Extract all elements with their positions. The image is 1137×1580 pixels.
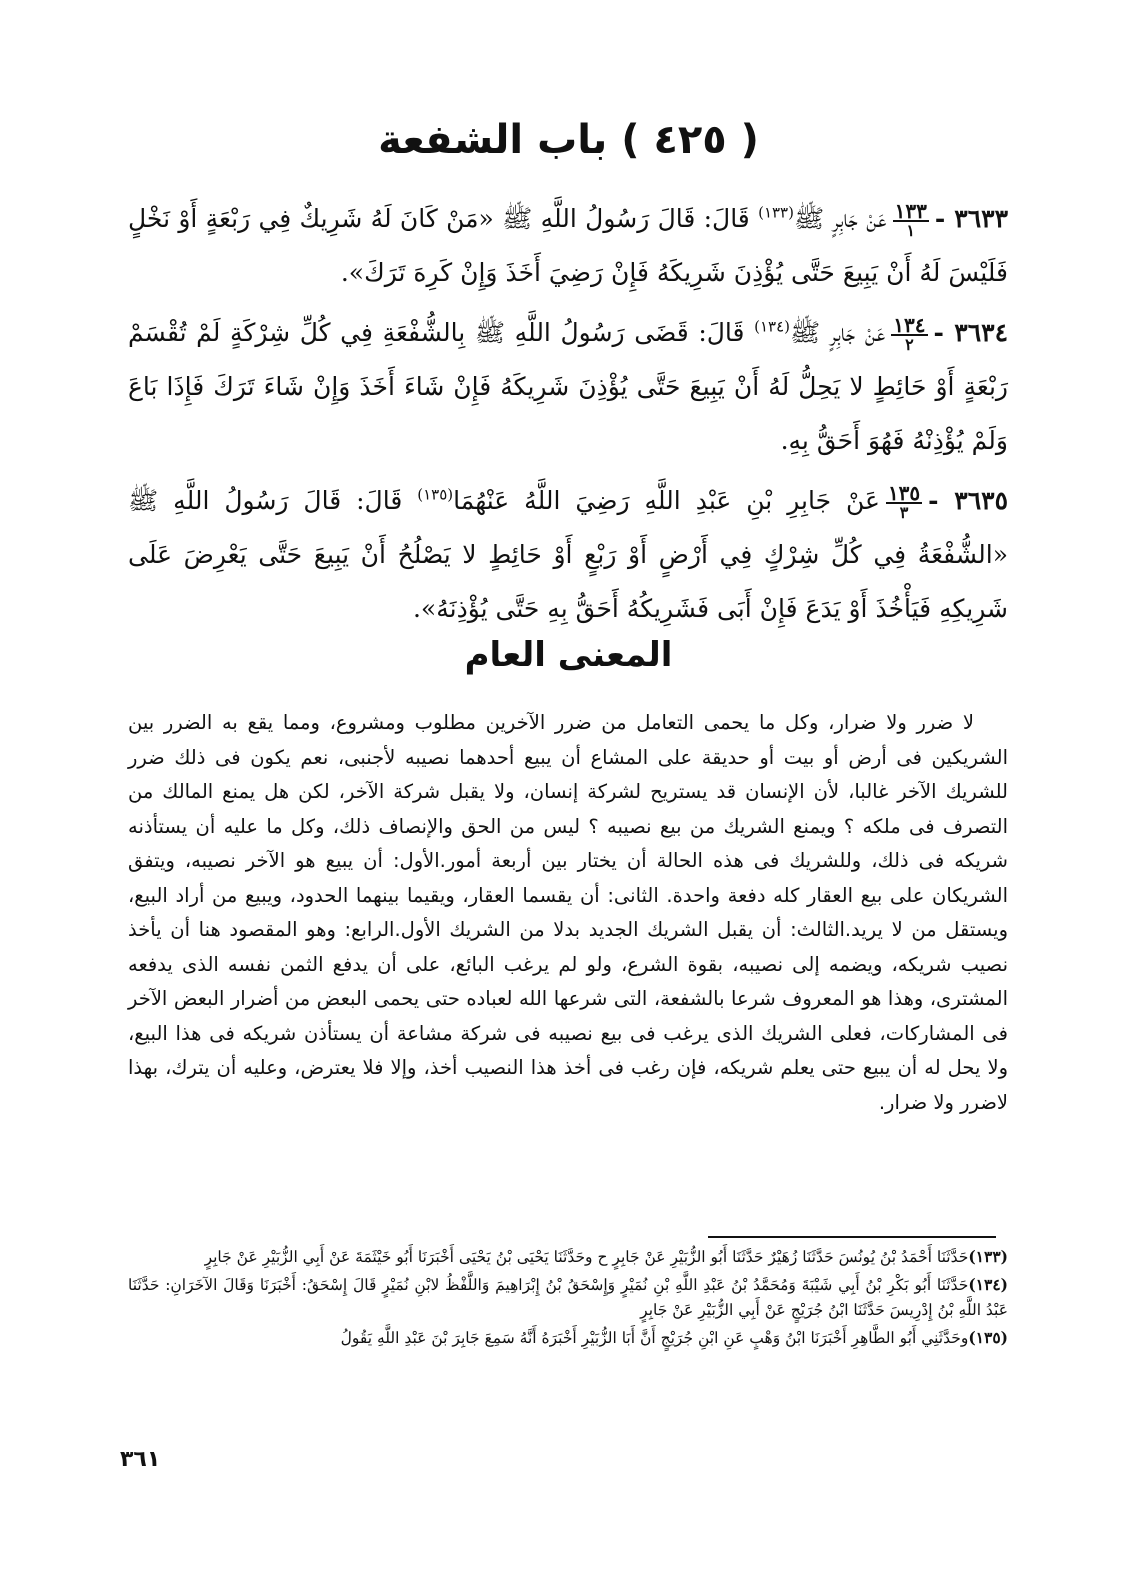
hadith-item	[128, 306, 1008, 468]
hadith-sub-number: ١٣٣ ١	[894, 198, 927, 240]
footnote-reference[interactable]: (١٣٤)	[754, 317, 790, 336]
footnote-number: (١٣٤)	[968, 1275, 1008, 1294]
hadith-number: ٣٦٣٤ -	[933, 318, 1008, 347]
footnote-number: (١٣٥)	[968, 1328, 1008, 1347]
footnote-text: حَدَّثَنَا أَحْمَدُ بْنُ يُونُسَ حَدَّثَنَا زُهَيْرٌ حَدَّثَنَا أَبُو الزُّبَيْرِ عَنْ جَابِرٍ ح وحَدَّثَنَا يَحْيَى بْنُ يَحْيَى أَخْبَرَنَا أَبُو خَيْثَمَةَ عَنْ أَبِي الزُّبَيْرِ عَنْ جَابِرٍ	[204, 1248, 969, 1266]
footnote-text: حَدَّثَنَا أَبُو بَكْرِ بْنُ أَبِي شَيْبَةَ وَمُحَمَّدُ بْنُ عَبْدِ اللَّهِ بْنِ نُمَيْرٍ وَإِسْحَقُ بْنُ إِبْرَاهِيمَ وَاللَّفْظُ لابْنِ نُمَيْرٍ قَالَ إِسْحَقُ: أَخْبَرَنَا وَقَالَ الآخَرَانِ: حَدَّثَنَا عَبْدُ اللَّهِ بْنُ إِدْرِيسَ حَدَّثَنَا ابْنُ جُرَيْجٍ عَنْ أَبِي الزُّبَيْرِ عَنْ جَابِرٍ	[128, 1276, 1008, 1319]
footnote-reference[interactable]: (١٣٣)	[758, 203, 794, 222]
hadith-list	[128, 192, 1008, 642]
footnote-number: (١٣٣)	[968, 1247, 1008, 1266]
hadith-narrator: عَنْ جَابِرٍ ﷺ	[790, 318, 886, 347]
hadith-sub-number: ١٣٤ ٢	[893, 312, 926, 354]
footnote-item	[128, 1325, 1008, 1351]
footnote-divider	[708, 1236, 996, 1238]
hadith-narrator: عَنْ جَابِرٍ ﷺ	[793, 204, 887, 233]
section-title: المعنى العام	[464, 635, 673, 675]
hadith-text: قَالَ: قَضَى رَسُولُ اللَّهِ ﷺ بِالشُّفْعَةِ فِي كُلِّ شِرْكَةٍ لَمْ تُقْسَمْ رَبْعَةٍ أَوْ حَائِطٍ لا يَحِلُّ لَهُ أَنْ يَبِيعَ حَتَّى يُؤْذِنَ شَرِيكَهُ فَإِنْ شَاءَ أَخَذَ وَإِنْ شَاءَ تَرَكَ فَإِذَا بَاعَ وَلَمْ يُؤْذِنْهُ فَهُوَ أَحَقُّ بِهِ.	[128, 318, 1008, 455]
footnote-item	[128, 1244, 1008, 1270]
footnote-text: وحَدَّثَنِي أَبُو الطَّاهِرِ أَخْبَرَنَا ابْنُ وَهْبٍ عَنِ ابْنِ جُرَيْجٍ أَنَّ أَبَا الزُّبَيْرِ أَخْبَرَهُ أَنَّهُ سَمِعَ جَابِرَ بْنَ عَبْدِ اللَّهِ يَقُولُ	[340, 1329, 969, 1347]
hadith-item	[128, 192, 1008, 300]
hadith-text: قَالَ: قَالَ رَسُولُ اللَّهِ ﷺ «مَنْ كَانَ لَهُ شَرِيكٌ فِي رَبْعَةٍ أَوْ نَخْلٍ فَلَيْسَ لَهُ أَنْ يَبِيعَ حَتَّى يُؤْذِنَ شَرِيكَهُ فَإِنْ رَضِيَ أَخَذَ وَإِنْ كَرِهَ تَرَكَ».	[128, 204, 1008, 287]
footnote-item	[128, 1272, 1008, 1323]
hadith-sub-number: ١٣٥ ٣	[887, 480, 921, 522]
hadith-item	[128, 474, 1008, 636]
hadith-narrator: عَنْ جَابِرِ بْنِ عَبْدِ اللَّهِ رَضِيَ اللَّهُ عَنْهُمَا	[453, 486, 880, 515]
footnote-reference[interactable]: (١٣٥)	[417, 485, 454, 504]
hadith-text: قَالَ: قَالَ رَسُولُ اللَّهِ ﷺ «الشُّفْعَةُ فِي كُلِّ شِرْكٍ فِي أَرْضٍ أَوْ رَبْعٍ أَوْ حَائِطٍ لا يَصْلُحُ أَنْ يَبِيعَ حَتَّى يَعْرِضَ عَلَى شَرِيكِهِ فَيَأْخُذَ أَوْ يَدَعَ فَإِنْ أَبَى فَشَرِيكُهُ أَحَقُّ بِهِ حَتَّى يُؤْذِنَهُ».	[128, 486, 1008, 623]
footnotes	[128, 1244, 1008, 1353]
chapter-title: ( ٤٢٥ ) باب الشفعة	[378, 117, 759, 163]
page-number: ٣٦١	[120, 1447, 161, 1472]
hadith-number: ٣٦٣٣ -	[934, 204, 1008, 233]
hadith-number: ٣٦٣٥ -	[928, 486, 1008, 515]
general-meaning-text: لا ضرر ولا ضرار، وكل ما يحمى التعامل من ضرر الآخرين مطلوب ومشروع، ومما يقع به الضرر بين الشريكين فى أرض أو بيت أو حديقة على المشاع أن يبيع أحدهما نصيبه لأجنبى، نعم يكون فى ذلك ضرر للشريك الآخر غالبا، لأن الإنسان قد يستريح لشركة إنسان، ولا يقبل شركة الآخر، لكن هل يمنع المالك من التصرف فى ملكه ؟ ويمنع الشريك من بيع نصيبه ؟ ليس من الحق والإنصاف ذلك، وكل ما عليه أن يستأذنه شريكه فى ذلك، وللشريك فى هذه الحالة أن يختار بين أربعة أمور.الأول: أن يبيع هو الآخر نصيبه، ويتفق الشريكان على بيع العقار كله دفعة واحدة. الثانى: أن يقسما العقار، ويقيما بينهما الحدود، ويبيع من أراد البيع، ويستقل من لا يريد.الثالث: أن يقبل الشريك الجديد بدلا من الشريك الأول.الرابع: وهو المقصود هنا أن يأخذ نصيب شريكه، ويضمه إلى نصيبه، بقوة الشرع، ولو لم يرغب البائع، على أن يدفع الثمن نفسه الذى يدفعه المشترى، وهذا هو المعروف شرعا بالشفعة، التى شرعها الله لعباده حتى يحمى البعض من أضرار البعض الآخر فى المشاركات، فعلى الشريك الذى يرغب فى بيع نصيبه فى شركة مشاعة أن يستأذن شريكه فى هذا البيع، ولا يحل له أن يبيع حتى يعلم شريكه، فإن رغب فى أخذ هذا النصيب أخذ، وإلا فلا يعترض، وعليه أن يترك، بهذا لاضرر ولا ضرار.	[128, 711, 1008, 1114]
